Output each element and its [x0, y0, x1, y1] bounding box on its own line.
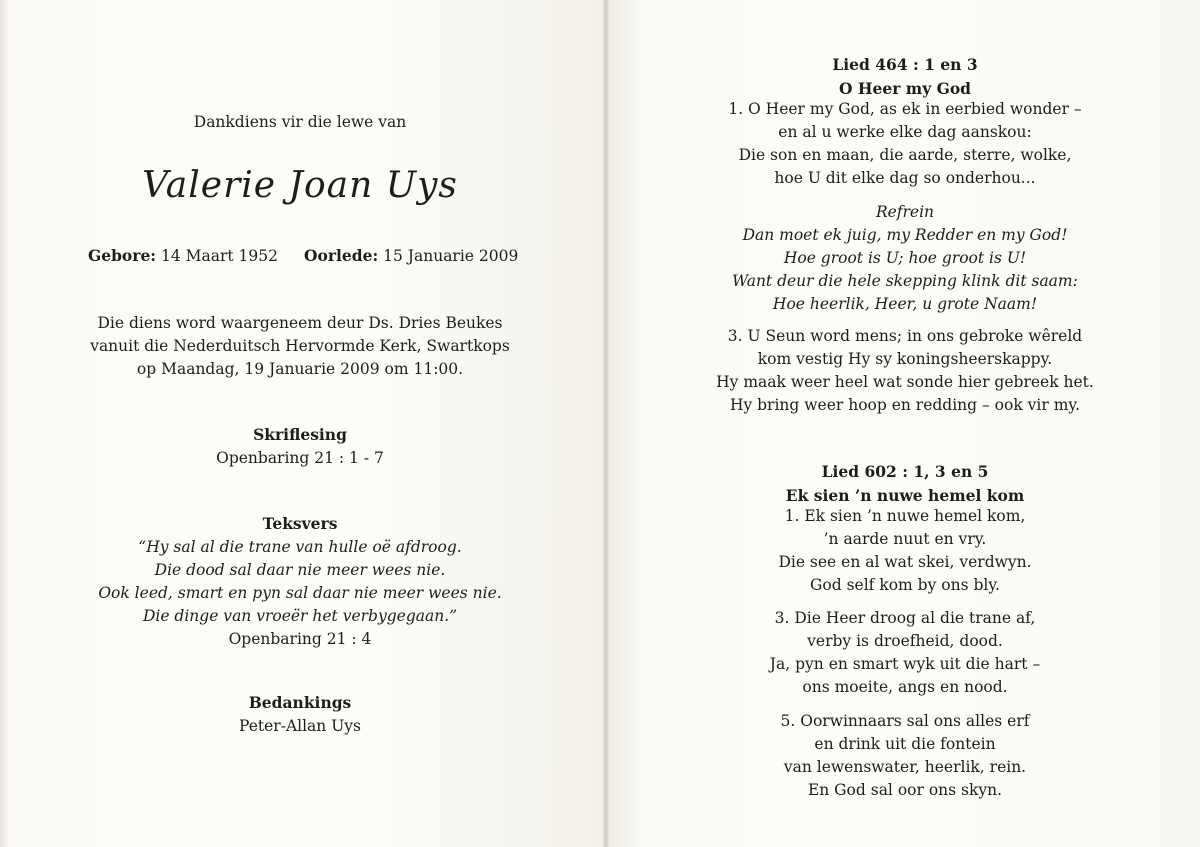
text-line: Die dinge van vroeër het verbygegaan.” — [142, 607, 458, 625]
verse-line: ons moeite, angs en nood. — [802, 678, 1008, 696]
died-label: Oorlede: — [304, 246, 379, 265]
verse-line: 3. Die Heer droog al die trane af, — [774, 609, 1036, 627]
hymn2-verse3 — [630, 607, 1180, 699]
deceased-name: Valerie Joan Uys — [142, 165, 458, 206]
verse-line: 1. Ek sien ’n nuwe hemel kom, — [784, 507, 1026, 525]
scripture-heading: Skriflesing — [253, 425, 347, 444]
verse-line: God self kom by ons bly. — [810, 576, 1000, 594]
intro-text: Dankdiens vir die lewe van — [193, 113, 407, 131]
died-date: 15 Januarie 2009 — [383, 247, 519, 265]
text-block — [40, 512, 560, 651]
page-fold — [603, 0, 609, 847]
refrain-label: Refrein — [875, 203, 935, 221]
hymn2-header — [630, 460, 1180, 508]
service-block — [40, 312, 560, 381]
text-line: Ook leed, smart en pyn sal daar nie meer wees nie. — [98, 584, 502, 602]
verse-line: 1. O Heer my God, as ek in eerbied wonder – — [728, 100, 1082, 118]
verse-line: Hy bring weer hoop en redding – ook vir my. — [729, 396, 1081, 414]
service-line: Die diens word waargeneem deur Ds. Dries Beukes — [97, 314, 503, 332]
refrain-line: Want deur die hele skepping klink dit saam: — [732, 272, 1078, 290]
verse-line: en al u werke elke dag aanskou: — [778, 123, 1032, 141]
hymn1-verse3 — [630, 325, 1180, 417]
name-block — [40, 164, 560, 208]
thanks-name: Peter-Allan Uys — [239, 717, 361, 735]
service-line: vanuit die Nederduitsch Hervormde Kerk, Swartkops — [90, 337, 510, 355]
thanks-block — [40, 691, 560, 738]
verse-line: van lewenswater, heerlik, rein. — [783, 758, 1027, 776]
died-info — [304, 246, 518, 265]
verse-line: ’n aarde nuut en vry. — [823, 530, 987, 548]
verse-line: Hy maak weer heel wat sonde hier gebreek het. — [716, 373, 1094, 391]
scripture-block — [40, 423, 560, 470]
hymn1-refrain — [630, 201, 1180, 316]
service-line: op Maandag, 19 Januarie 2009 om 11:00. — [136, 360, 464, 378]
hymn1-header — [630, 53, 1180, 101]
verse-line: 5. Oorwinnaars sal ons alles erf — [780, 712, 1030, 730]
left-edge-shadow — [0, 0, 10, 847]
text-line: Die dood sal daar nie meer wees nie. — [154, 561, 446, 579]
verse-line: verby is droefheid, dood. — [807, 632, 1003, 650]
verse-line: kom vestig Hy sy koningsheerskappy. — [757, 350, 1053, 368]
born-info — [88, 246, 278, 265]
hymn2-title: Ek sien ’n nuwe hemel kom — [785, 486, 1025, 505]
refrain-line: Dan moet ek juig, my Redder en my God! — [742, 226, 1068, 244]
verse-line: Die son en maan, die aarde, sterre, wolke, — [738, 146, 1072, 164]
hymn1-title: O Heer my God — [838, 79, 972, 98]
text-line: “Hy sal al die trane van hulle oë afdroog. — [138, 538, 462, 556]
text-ref: Openbaring 21 : 4 — [228, 630, 372, 648]
refrain-line: Hoe heerlik, Heer, u grote Naam! — [772, 295, 1038, 313]
hymn1-number: Lied 464 : 1 en 3 — [832, 55, 978, 74]
text-heading: Teksvers — [262, 514, 338, 533]
verse-line: 3. U Seun word mens; in ons gebroke wêreld — [727, 327, 1083, 345]
born-date: 14 Maart 1952 — [160, 247, 278, 265]
verse-line: hoe U dit elke dag so onderhou... — [774, 169, 1036, 187]
verse-line: Ja, pyn en smart wyk uit die hart – — [769, 655, 1041, 673]
intro-block — [40, 111, 560, 134]
scripture-ref: Openbaring 21 : 1 - 7 — [216, 449, 384, 467]
thanks-heading: Bedankings — [248, 693, 352, 712]
refrain-line: Hoe groot is U; hoe groot is U! — [783, 249, 1027, 267]
verse-line: Die see en al wat skei, verdwyn. — [778, 553, 1032, 571]
hymn2-verse5 — [630, 710, 1180, 802]
hymn2-number: Lied 602 : 1, 3 en 5 — [821, 462, 989, 481]
verse-line: En God sal oor ons skyn. — [807, 781, 1003, 799]
hymn1-verse1 — [630, 98, 1180, 190]
verse-line: en drink uit die fontein — [814, 735, 996, 753]
hymn2-verse1 — [630, 505, 1180, 597]
born-label: Gebore: — [88, 246, 157, 265]
